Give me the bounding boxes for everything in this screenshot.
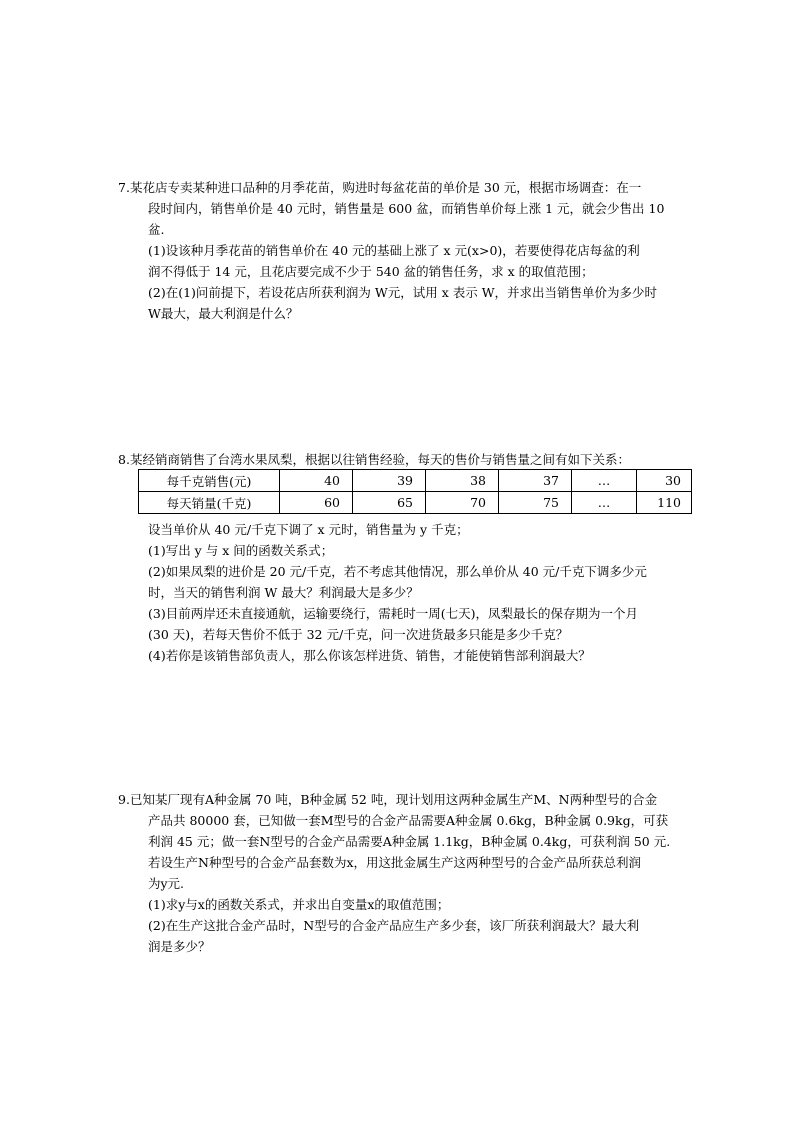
table-row [139,470,692,492]
problem-7-question-2: (2)在(1)问前提下，若设花店所获利润为 W元，试用 x 表示 W，并求出当销售单价为多少时 [148,285,658,300]
problem-8-line-5: 时，当天的销售利润 W 最大？利润最大是多少？ [148,585,419,600]
problem-9-question-2: (2)在生产这批合金产品时，N型号的合金产品应生产多少套，该厂所获利润最大？最大利 [148,918,640,933]
problem-8-number: 8. [118,452,130,467]
table-row [139,492,692,514]
problem-8-line-7: (30 天)，若每天售价不低于 32 元/千克，问一次进货最多只能是多少千克？ [148,627,569,642]
table-cell: … [572,492,637,514]
table-cell: 70 [426,492,499,514]
problem-8-intro: 8.某经销商销售了台湾水果凤梨，根据以往销售经验，每天的售价与销售量之间有如下关系： [118,452,630,467]
table-row-label: 每天销量(千克) [139,492,280,514]
problem-7-line-3: 盆. [148,222,165,237]
table-cell: 75 [499,492,572,514]
problem-7-line-5: 润不得低于 14 元，且花店要完成不少于 540 盆的销售任务，求 x 的取值范围； [148,264,594,279]
problem-9-line-2: 产品共 80000 套，已知做一套M型号的合金产品需要A种金属 0.6kg，B种金属 0.9kg，可获 [148,813,669,828]
problem-8-question-3: (3)目前两岸还未直接通航，运输要绕行，需耗时一周(七天)，凤梨最长的保存期为一个月 [148,606,638,621]
problem-8-question-2: (2)如果凤梨的进价是 20 元/千克，若不考虑其他情况，那么单价从 40 元/千克下调多少元 [148,564,647,579]
table-cell: 37 [499,470,572,492]
table-row-label: 每千克销售(元) [139,470,280,492]
table-cell: 39 [353,470,426,492]
problem-9-question-1: (1)求y与x的函数关系式，并求出自变量x的取值范围； [148,897,450,912]
problem-7-number: 7. [118,180,130,195]
problem-8-question-1: (1)写出 y 与 x 间的函数关系式； [148,543,334,558]
problem-9-line-1: 9.已知某厂现有A种金属 70 吨，B种金属 52 吨，现计划用这两种金属生产M、N两种型号的合金 [118,792,658,807]
problem-7-line-7: W最大，最大利润是什么？ [148,306,299,321]
table-cell: 65 [353,492,426,514]
problem-9-line-5: 为y元. [148,876,185,891]
problem-9-number: 9. [118,792,130,807]
problem-9-line-8: 润是多少？ [148,939,211,954]
problem-9-line-3: 利润 45 元；做一套N型号的合金产品需要A种金属 1.1kg，B种金属 0.4kg，可获利润 50 元. [148,834,671,849]
table-cell: 40 [280,470,353,492]
problem-9-line-4: 若设生产N种型号的合金产品套数为x，用这批金属生产这两种型号的合金产品所获总利润 [148,855,641,870]
price-sales-table [138,469,692,514]
problem-7-line-1: 7.某花店专卖某种进口品种的月季花苗，购进时每盆花苗的单价是 30 元，根据市场调查：在一 [118,180,642,195]
problem-7-line-2: 段时间内，销售单价是 40 元时，销售量是 600 盆，而销售单价每上涨 1 元，就会少售出 10 [148,201,665,216]
table-cell: 110 [637,492,692,514]
table-cell: 38 [426,470,499,492]
table-cell: … [572,470,637,492]
problem-8-line-setup: 设当单价从 40 元/千克下调了 x 元时，销售量为 y 千克； [148,522,469,537]
table-cell: 60 [280,492,353,514]
problem-8-question-4: (4)若你是该销售部负责人，那么你该怎样进货、销售，才能使销售部利润最大？ [148,648,591,663]
problem-7-question-1: (1)设该种月季花苗的销售单价在 40 元的基础上涨了 x 元(x>0)，若要使得花店每盆的利 [148,243,640,258]
table-cell: 30 [637,470,692,492]
